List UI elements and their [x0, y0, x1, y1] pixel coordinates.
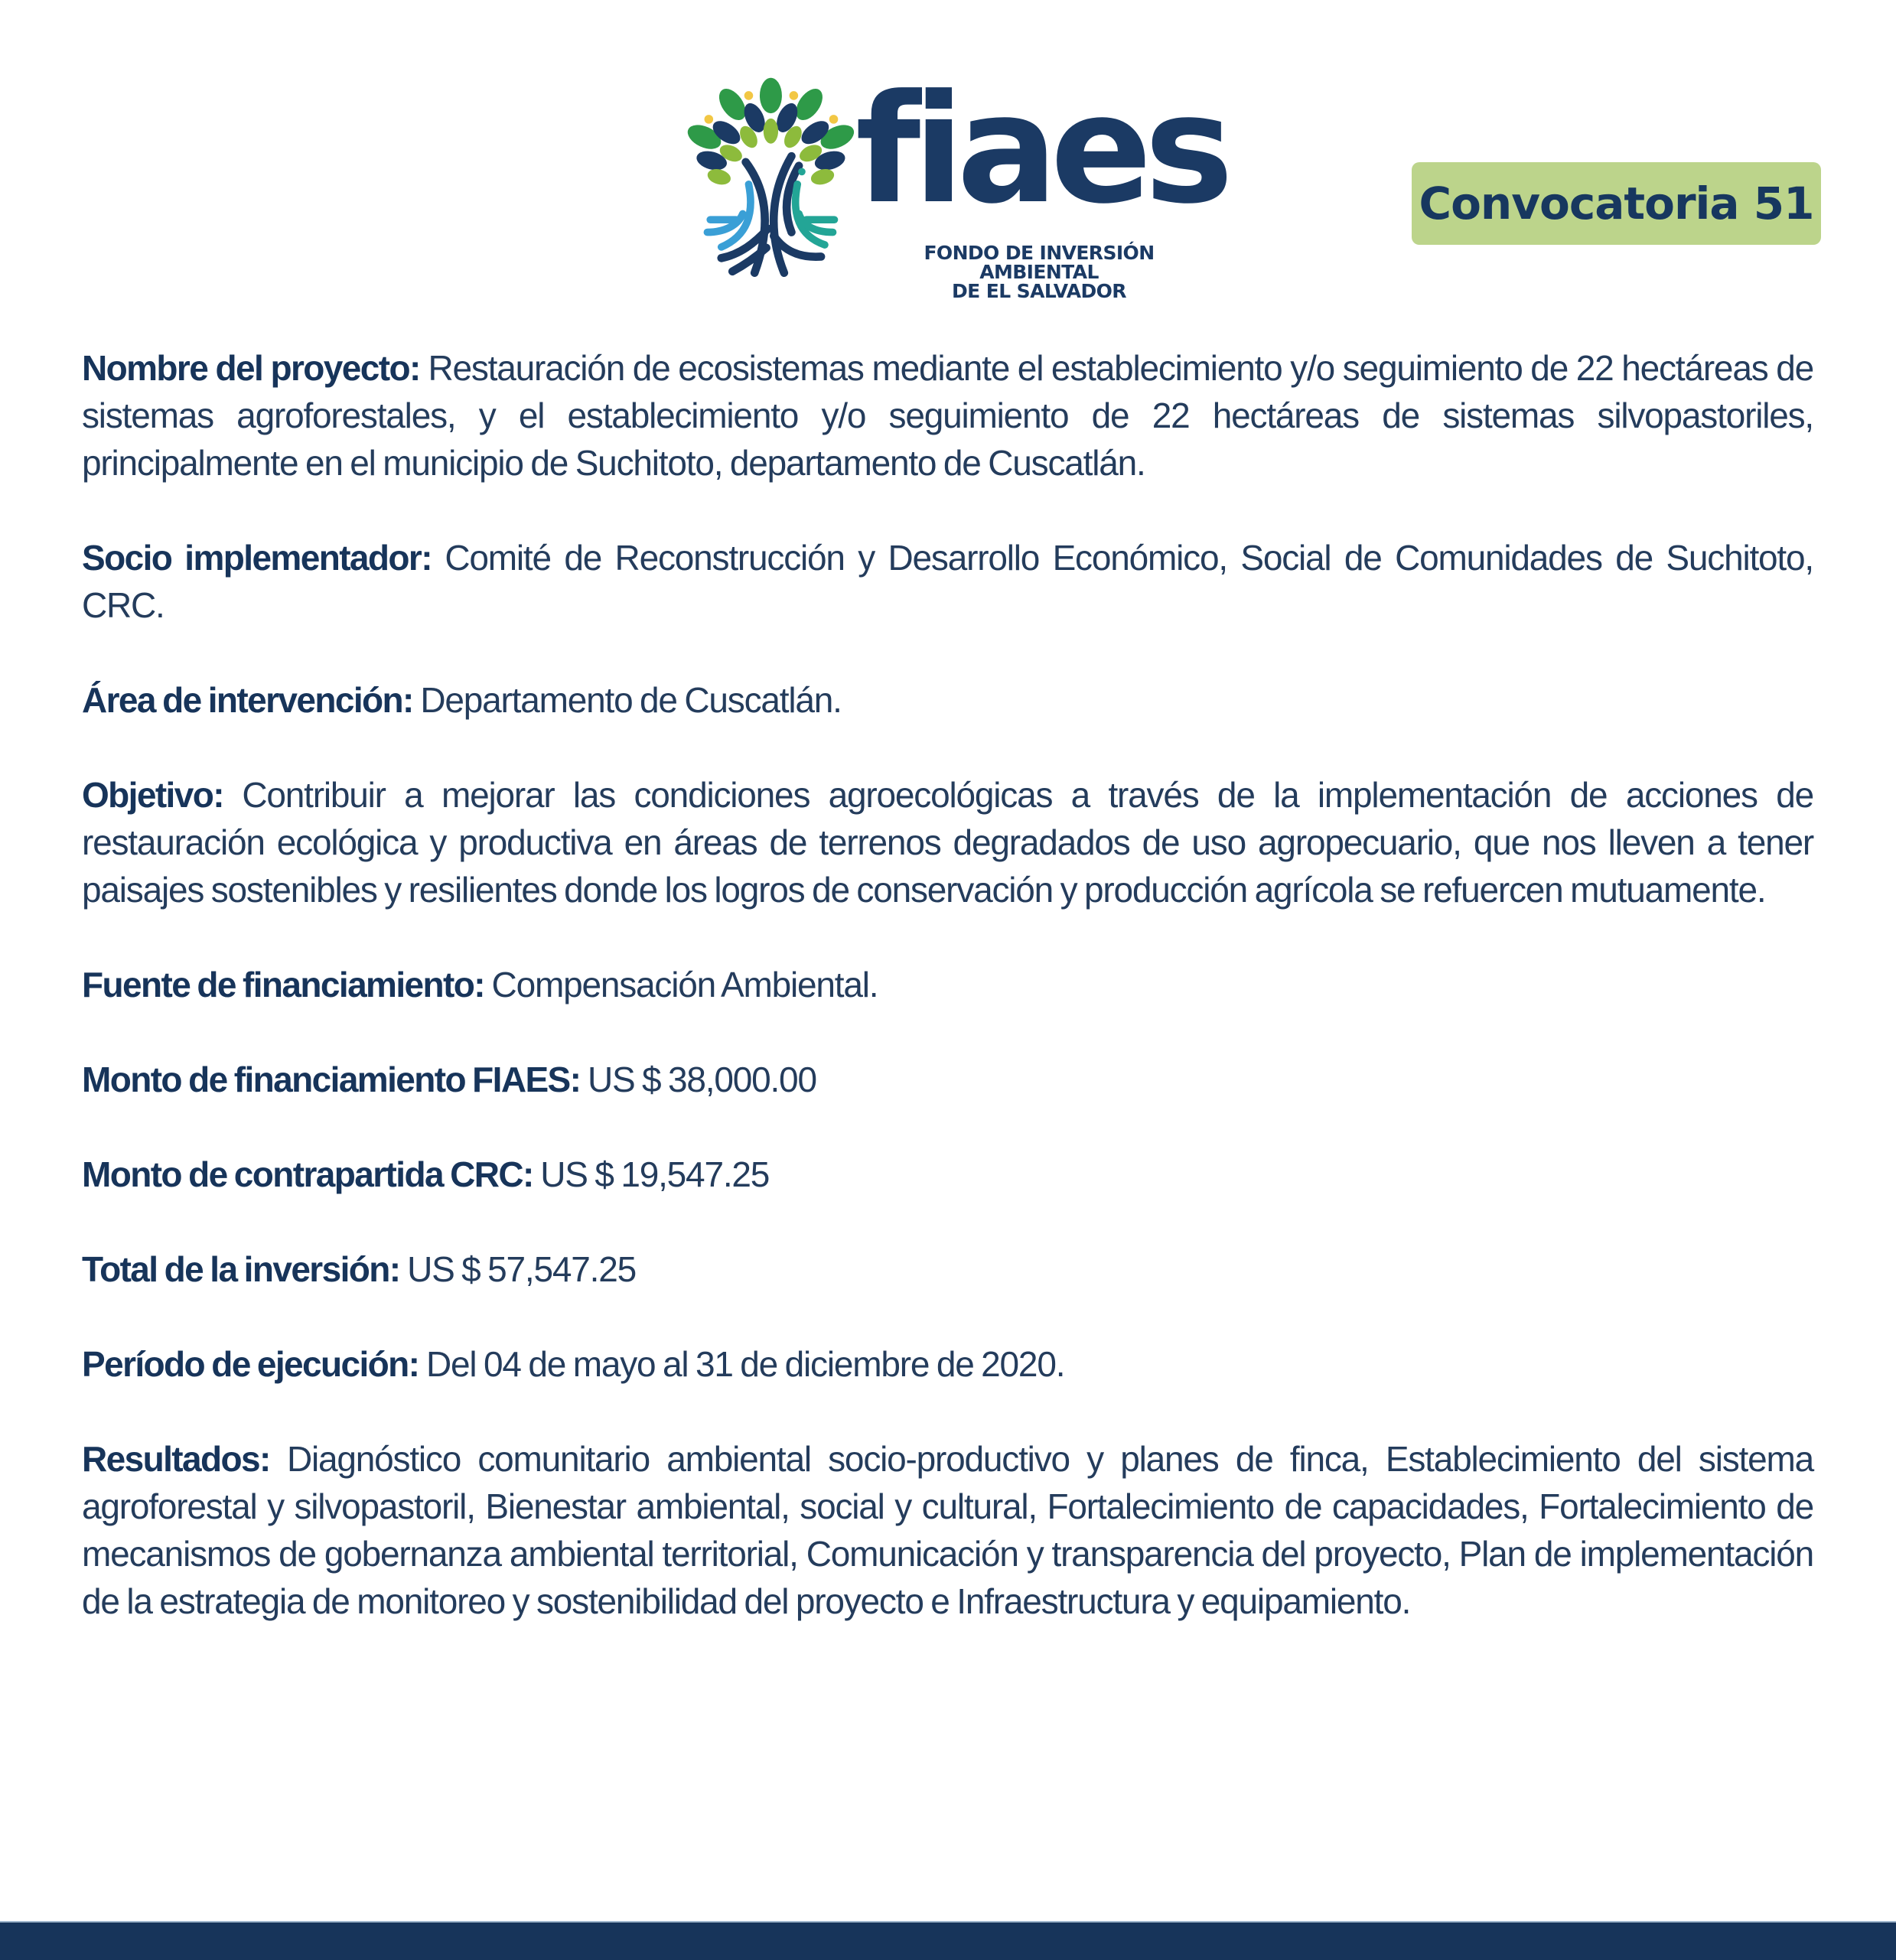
- logo-subtitle: [871, 243, 1207, 301]
- field-value: Departamento de Cuscatlán.: [420, 680, 842, 720]
- field-value: Compensación Ambiental.: [491, 965, 878, 1004]
- field-value: US $ 38,000.00: [587, 1060, 816, 1099]
- field-periodo-ejecucion: [82, 1340, 1813, 1388]
- footer-bar: [0, 1921, 1896, 1960]
- field-monto-fiaes: [82, 1056, 1813, 1103]
- field-value: Del 04 de mayo al 31 de diciembre de 2020.: [426, 1344, 1065, 1384]
- field-label: Objetivo:: [82, 775, 223, 815]
- field-label: Monto de contrapartida CRC:: [82, 1154, 533, 1194]
- logo-wordmark: fiaes: [855, 63, 1227, 237]
- field-label: Período de ejecución:: [82, 1344, 419, 1384]
- field-label: Fuente de financiamiento:: [82, 965, 484, 1004]
- field-resultados: [82, 1435, 1813, 1625]
- field-label: Nombre del proyecto:: [82, 348, 420, 388]
- field-monto-contrapartida: [82, 1151, 1813, 1198]
- field-label: Monto de financiamiento FIAES:: [82, 1060, 581, 1099]
- field-label: Total de la inversión:: [82, 1249, 400, 1289]
- logo-subtitle-line1: FONDO DE INVERSIÓN AMBIENTAL: [924, 242, 1155, 283]
- field-objetivo: [82, 771, 1813, 913]
- fiaes-logo: [679, 63, 1227, 302]
- field-socio-implementador: [82, 534, 1813, 629]
- field-value: Restauración de ecosistemas mediante el establecimiento y/o seguimiento de 22 hectáreas de sistemas agroforestales, y el establecimiento y/o seguimiento de 22 hectáreas de sistemas silvopastoriles, principalmente en el municipio de Suchitoto, departamento de Cuscatlán.: [82, 348, 1813, 483]
- field-value: Contribuir a mejorar las condiciones agroecológicas a través de la implementación de acciones de restauración ecológica y productiva en áreas de terrenos degradados de uso agropecuario, que nos lleven a tener paisajes sostenibles y resilientes donde los logros de conservación y producción agrícola se refuercen mutuamente.: [82, 775, 1813, 910]
- field-value: Diagnóstico comunitario ambiental socio-productivo y planes de finca, Establecimiento del sistema agroforestal y silvopastoril, Bienestar ambiental, social y cultural, Fortalecimiento de capacidades, Fortalecimiento de mecanismos de gobernanza ambiental territorial, Comunicación y transparencia del proyecto, Plan de implementación de la estrategia de monitoreo y sostenibilidad del proyecto e Infraestructura y equipamiento.: [82, 1439, 1813, 1621]
- field-fuente-financiamiento: [82, 961, 1813, 1008]
- field-value: US $ 57,547.25: [407, 1249, 636, 1289]
- field-label: Resultados:: [82, 1439, 270, 1479]
- field-label: Área de intervención:: [82, 680, 413, 720]
- field-value: Comité de Reconstrucción y Desarrollo Económico, Social de Comunidades de Suchitoto, CRC.: [82, 538, 1813, 625]
- logo-subtitle-line2: DE EL SALVADOR: [952, 280, 1126, 302]
- field-value: US $ 19,547.25: [540, 1154, 770, 1194]
- field-total-inversion: [82, 1245, 1813, 1293]
- field-area-intervencion: [82, 676, 1813, 724]
- field-nombre-proyecto: [82, 344, 1813, 487]
- project-details: [82, 344, 1813, 1672]
- convocatoria-badge: Convocatoria 51: [1412, 162, 1821, 245]
- tree-roots-icon: [679, 73, 859, 288]
- field-label: Socio implementador:: [82, 538, 432, 578]
